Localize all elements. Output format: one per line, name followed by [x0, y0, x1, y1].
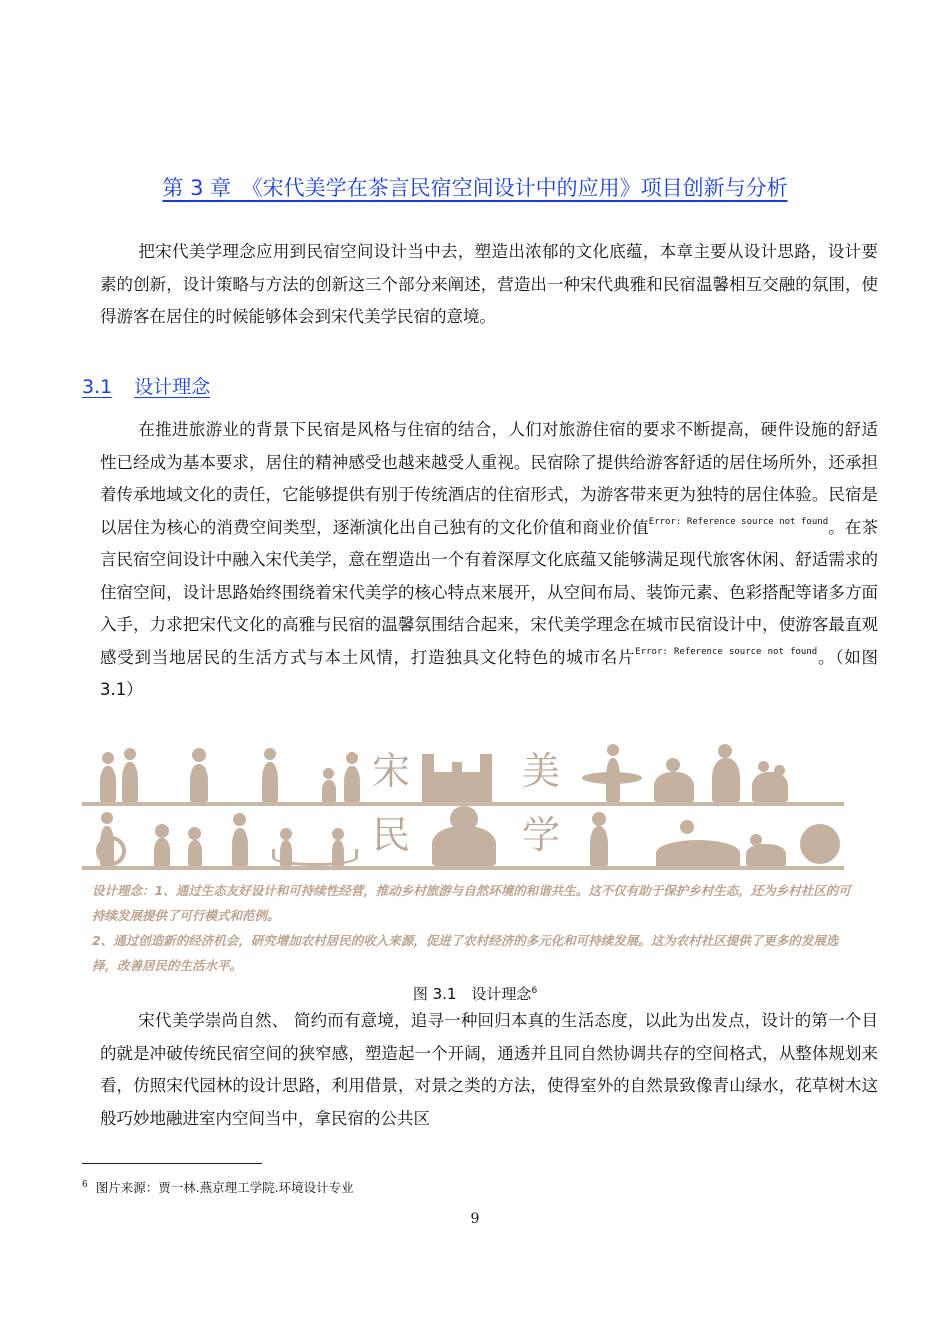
person-silhouette [262, 762, 278, 802]
child-silhouette [280, 840, 292, 866]
castle-tower [422, 754, 434, 802]
glyph-xue: 学 [522, 813, 561, 857]
section-heading [82, 372, 210, 399]
paragraph-design-concept [100, 414, 878, 707]
figure-caption-text [92, 878, 852, 978]
person-head [346, 752, 358, 764]
seated-silhouette [654, 772, 694, 802]
chapter-title: 第 3 章 《宋代美学在茶言民宿空间设计中的应用》项目创新与分析 [162, 176, 788, 200]
person-head [101, 812, 113, 824]
child-silhouette [332, 840, 344, 866]
person-silhouette [344, 766, 360, 802]
person-head [264, 748, 276, 760]
group-silhouette [752, 772, 788, 802]
person-silhouette [590, 826, 608, 866]
crowd-silhouette [656, 840, 740, 866]
caption-line: 2、通过创造新的经济机会，研究增加农村居民的收入来源，促进了农村经济的多元化和可持续发展。这为农村社区提供了更多的发展选择，改善居民的生活水平。 [92, 933, 839, 973]
person-head [124, 748, 136, 760]
glyph-song: 宋 [372, 749, 411, 793]
footnote-text: 图片来源：贾一林.燕京理工学院.环境设计专业 [95, 1180, 354, 1195]
silhouette-band-bottom [82, 808, 844, 870]
paragraph-text: 。（如图 [817, 647, 879, 667]
person-silhouette [712, 758, 740, 802]
person-head [750, 834, 762, 846]
bust-silhouette [432, 826, 496, 866]
reclining-silhouette [746, 844, 786, 866]
figure-label [0, 983, 950, 1004]
footnote [82, 1178, 354, 1196]
child-head [323, 768, 334, 779]
person-silhouette [606, 758, 620, 802]
child-head [155, 824, 169, 838]
person-head [758, 761, 769, 772]
child-head [332, 828, 344, 840]
glyph-min: 民 [372, 813, 411, 857]
paragraph-text: 。在茶言民宿空间设计中融入宋代美学，意在塑造出一个有着深厚文化底蕴又能够满足现代旅客休闲、舒适需求的住宿空间，设计思路始终围绕着宋代美学的核心特点来展开，从空间布局、装饰元素、色彩搭配等诸多方面入手，力求把宋代文化的高雅与民宿的温馨氛围结合起来，宋代美学理念在城市民宿设计中，使游客最直观感受到当地居民的生活方式与本土风情，打造独具文化特色的城市名片 [100, 517, 878, 667]
footnote-marker: 6 [531, 986, 538, 996]
paragraph-text: 宋代美学崇尚自然、 简约而有意境，追寻一种回归本真的生活态度，以此为出发点，设计的第一个目的就是冲破传统民宿空间的狭窄感，塑造起一个开阔，通透并且同自然协调共存的空间格式，从整体规划来看，仿照宋代园林的设计思路，利用借景，对景之类的方法，使得室外的自然景致像青山绿水，花草树木这般巧妙地融进室内空间当中，拿民宿的公共区 [100, 1011, 878, 1128]
person-silhouette [122, 762, 138, 802]
intro-text: 把宋代美学理念应用到民宿空间设计当中去，塑造出浓郁的文化底蕴，本章主要从设计思路，设计要素的创新，设计策略与方法的创新这三个部分来阐述，营造出一种宋代典雅和民宿温馨相互交融的氛围，使得游客在居住的时候能够体会到宋代美学民宿的意境。 [100, 242, 878, 326]
footnote-number: 6 [82, 1179, 88, 1190]
reference-error-note: Error: Reference source not found [635, 646, 818, 657]
child-head [280, 828, 292, 840]
child-silhouette [188, 840, 202, 866]
person-silhouette [100, 826, 114, 866]
castle-tower [452, 762, 462, 802]
paragraph-text: ） [126, 680, 143, 699]
person-head [607, 744, 619, 756]
reference-error-note: Error: Reference source not found [648, 516, 829, 527]
person-head [450, 806, 478, 832]
glyph-mei: 美 [522, 749, 561, 793]
child-head [188, 827, 201, 840]
person-head [718, 744, 732, 758]
paragraph-text: 在推进旅游业的背景下民宿是风格与住宿的结合，人们对旅游住宿的要求不断提高，硬件设施的舒适性已经成为基本要求，居住的精神感受也越来越受人重视。民宿除了提供给游客舒适的居住场所外，还承担着传承地域文化的责任，它能够提供有别于传统酒店的住宿形式，为游客带来更为独特的居住体验。民宿是以居住为核心的消费空间类型，逐渐演化出自己独有的文化价值和商业价值 [100, 420, 878, 537]
page-number: 9 [470, 1211, 480, 1227]
person-head [666, 758, 680, 772]
silhouette-band-top [82, 744, 844, 806]
person-head [233, 813, 246, 826]
band-baseline [82, 866, 844, 870]
globe-silhouette [800, 824, 840, 864]
person-head [192, 748, 206, 762]
person-silhouette [100, 766, 116, 802]
person-head [680, 820, 694, 834]
castle-tower [480, 754, 492, 802]
child-silhouette [154, 838, 170, 866]
section-title: 设计理念 [134, 376, 211, 398]
person-head [774, 765, 785, 776]
figure-design-concept [82, 736, 852, 976]
person-silhouette [232, 828, 248, 866]
figure-reference: 3.1 [100, 680, 127, 699]
paragraph-song-aesthetics [100, 1005, 878, 1135]
child-silhouette [322, 780, 336, 802]
section-number: 3.1 [82, 376, 113, 398]
person-head [102, 752, 114, 764]
intro-paragraph [100, 236, 878, 334]
caption-line: 设计理念：1、通过生态友好设计和可持续性经营，推动乡村旅游与自然环境的和谐共生。这不仅有助于保护乡村生态，还为乡村社区的可持续发展提供了可行模式和范例。 [92, 883, 851, 923]
person-head [592, 812, 606, 826]
person-silhouette [190, 764, 208, 802]
figure-label-text: 图 3.1 设计理念 [412, 985, 532, 1003]
footnote-divider [82, 1163, 262, 1164]
